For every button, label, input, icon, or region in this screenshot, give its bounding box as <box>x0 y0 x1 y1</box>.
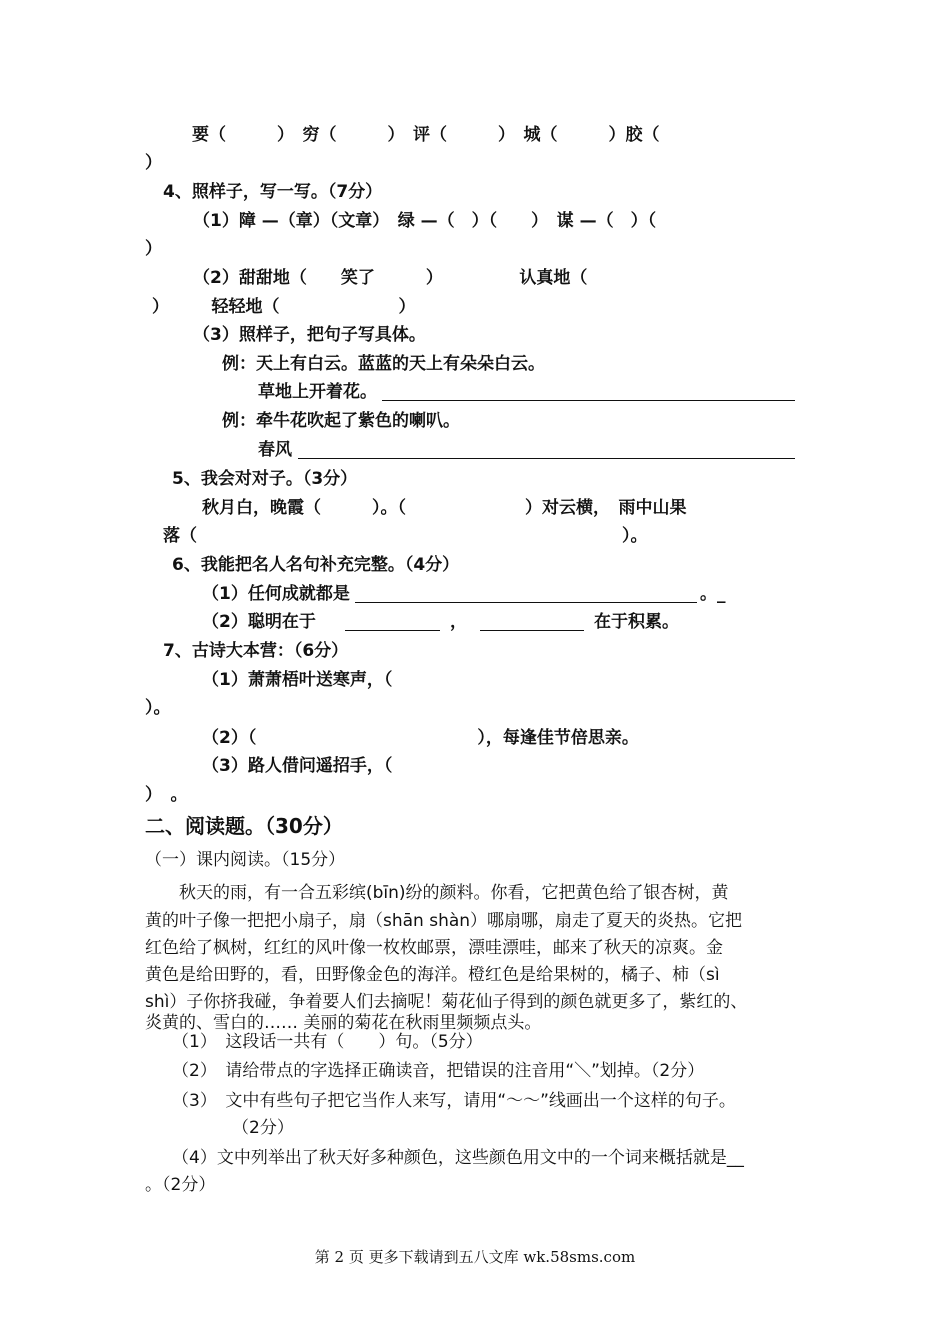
passage-line: 秋天的雨，有一合五彩缤(bīn)纷的颜料。你看，它把黄色给了银杏树，黄 <box>145 883 729 903</box>
q6-part2-end: 在于积累。 <box>594 612 679 632</box>
reading-q4: （4）文中列举出了秋天好多种颜色，这些颜色用文中的一个词来概括就是__ <box>172 1148 744 1168</box>
answer-line-1[interactable] <box>382 400 795 401</box>
passage-line: shì）子你挤我碰，争着要人们去摘呢！菊花仙子得到的颜色就更多了，紫红的、 <box>145 992 748 1012</box>
answer-line-4[interactable] <box>345 630 440 631</box>
example-2: 例：牵牛花吹起了紫色的喇叭。 <box>222 411 460 431</box>
reading-q4-end: 。（2分） <box>145 1175 216 1195</box>
page-footer: 第 2 页 更多下载请到五八文库 wk.58sms.com <box>314 1248 636 1266</box>
chars-row-end: ） <box>145 153 162 173</box>
q4-part1: （1）障 —（章）（文章） 绿 —（ ）（ ） 谋 —（ ）（ <box>193 211 657 231</box>
reading-q3: （3） 文中有些句子把它当作人来写，请用“～～”线画出一个这样的句子。 <box>172 1091 736 1111</box>
passage-line: 红色给了枫树，红红的风叶像一枚枚邮票，漂哇漂哇，邮来了秋天的凉爽。金 <box>145 938 723 958</box>
q6-part1-end: 。_ <box>700 584 726 604</box>
chars-row: 要（ ） 穷（ ） 评（ ） 城（ ）胶（ <box>192 125 660 145</box>
example-1-task: 草地上开着花。 <box>258 382 377 402</box>
q4-part3: （3）照样子，把句子写具体。 <box>193 325 426 345</box>
q4-part1-end: ） <box>145 239 162 259</box>
q7-part1-end: ）。 <box>145 698 171 718</box>
answer-line-2[interactable] <box>298 458 795 459</box>
q6-part1: （1）任何成就都是 <box>202 584 350 604</box>
q7-part2: （2）（ ），每逢佳节倍思亲。 <box>202 728 639 748</box>
passage-line: 黄色是给田野的，看，田野像金色的海洋。橙红色是给果树的，橘子、柿（sì <box>145 965 720 985</box>
passage-line: 炎黄的、雪白的…… 美丽的菊花在秋雨里频频点头。 <box>145 1013 542 1033</box>
part2-subtitle: （一）课内阅读。（15分） <box>145 850 346 870</box>
reading-q2: （2） 请给带点的字选择正确读音，把错误的注音用“＼”划掉。（2分） <box>172 1061 705 1081</box>
example-1: 例：天上有白云。蓝蓝的天上有朵朵白云。 <box>222 354 545 374</box>
q7-part1: （1）萧萧梧叶送寒声，（ <box>202 670 393 690</box>
part2-title: 二、阅读题。（30分） <box>145 814 343 838</box>
answer-line-5[interactable] <box>480 630 584 631</box>
q7-title: 7、古诗大本营：（6分） <box>163 641 349 661</box>
q6-part2: （2）聪明在于 <box>202 612 316 632</box>
q7-part3-end: ） 。 <box>145 785 188 805</box>
reading-q3-score: （2分） <box>232 1118 294 1138</box>
q7-part3: （3）路人借问遥招手，（ <box>202 756 393 776</box>
q4-title: 4、照样子，写一写。（7分） <box>163 182 383 202</box>
q6-title: 6、我能把名人名句补充完整。（4分） <box>172 555 460 575</box>
q5-line1: 秋月白，晚霞（ ）。（ ）对云横， 雨中山果 <box>202 498 687 518</box>
example-2-task: 春风 <box>258 440 292 460</box>
q5-line2: 落（ ）。 <box>163 526 648 546</box>
q6-part2-mid: ， <box>450 612 467 632</box>
q5-title: 5、我会对对子。（3分） <box>172 469 358 489</box>
q4-part2a: （2）甜甜地（ 笑了 ） 认真地（ <box>193 268 588 288</box>
reading-q1: （1） 这段话一共有（ ）句。（5分） <box>172 1032 483 1052</box>
passage-line: 黄的叶子像一把把小扇子，扇（shān shàn）哪扇哪，扇走了夏天的炎热。它把 <box>145 911 743 931</box>
q4-part2b: ） 轻轻地（ ） <box>152 297 416 317</box>
answer-line-3[interactable] <box>355 602 697 603</box>
